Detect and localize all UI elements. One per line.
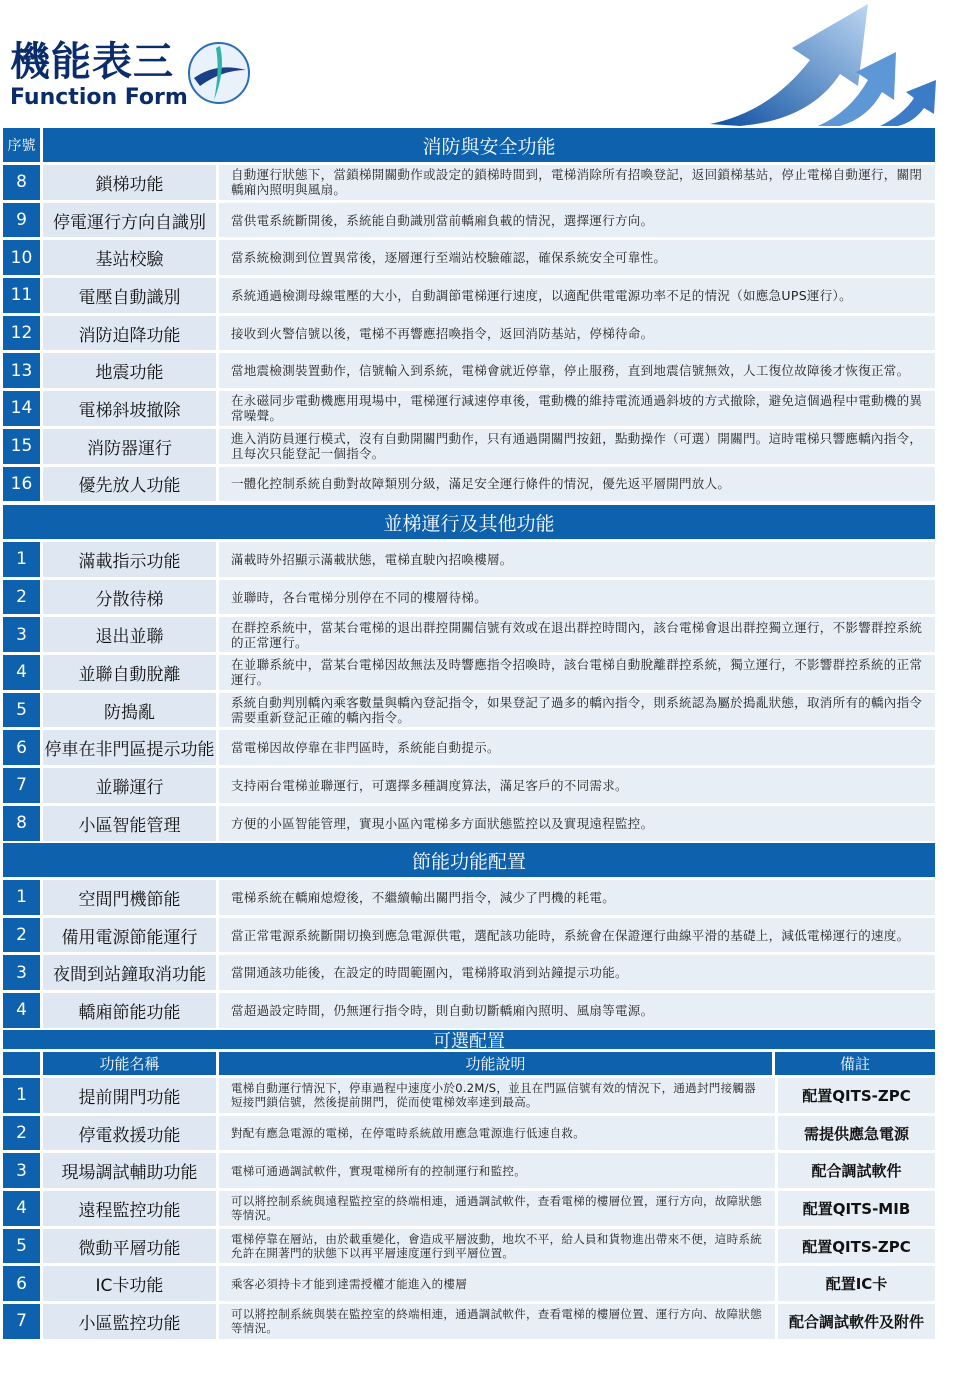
function-name: 停車在非門區提示功能 <box>43 730 219 768</box>
function-name: 並聯運行 <box>43 768 219 806</box>
function-description: 當正常電源系統斷開切換到應急電源供電，選配該功能時，系統會在保證運行曲線平滑的基礎上，減低電梯運行的速度。 <box>219 918 935 956</box>
table-row <box>3 806 935 844</box>
table-row <box>3 1266 935 1304</box>
function-name: 轎廂節能功能 <box>43 993 219 1031</box>
function-name: 微動平層功能 <box>43 1229 219 1267</box>
row-number: 4 <box>3 655 43 693</box>
function-note: 配合調試軟件及附件 <box>775 1304 935 1342</box>
row-number: 1 <box>3 880 43 918</box>
function-note: 配置QITS-ZPC <box>775 1229 935 1267</box>
table-row <box>3 693 935 731</box>
table-row <box>3 1304 935 1342</box>
table-row <box>3 240 935 278</box>
table-row <box>3 993 935 1031</box>
function-name: 電梯斜坡撤除 <box>43 391 219 429</box>
col-note-header: 備註 <box>775 1052 935 1078</box>
page-header <box>0 0 960 128</box>
fire-safety-header <box>3 128 935 165</box>
energy-saving-title: 節能功能配置 <box>3 843 935 880</box>
row-number: 3 <box>3 617 43 655</box>
table-row <box>3 918 935 956</box>
function-name: 滿載指示功能 <box>43 542 219 580</box>
function-description: 在永磁同步電動機應用現場中，電梯運行減速停車後，電動機的維持電流通過斜坡的方式撤除，避免這個過程中電動機的異常噪聲。 <box>219 391 935 429</box>
row-number: 2 <box>3 580 43 618</box>
function-name: 優先放人功能 <box>43 467 219 505</box>
row-number: 1 <box>3 542 43 580</box>
function-name: 地震功能 <box>43 353 219 391</box>
page-title: 機能表三 <box>10 39 174 85</box>
optional-config-table <box>3 1030 935 1342</box>
energy-saving-table <box>3 843 935 1031</box>
table-row <box>3 580 935 618</box>
optional-config-title: 可選配置 <box>3 1030 935 1052</box>
row-number: 1 <box>3 1078 43 1116</box>
row-number: 11 <box>3 278 43 316</box>
table-row <box>3 1078 935 1116</box>
row-number: 2 <box>3 1116 43 1154</box>
row-number: 3 <box>3 1153 43 1191</box>
function-description: 乘客必須持卡才能到達需授權才能進入的樓層 <box>219 1266 775 1304</box>
col-number-header: 序號 <box>3 128 43 165</box>
col-function-desc-header: 功能說明 <box>219 1052 775 1078</box>
function-description: 支持兩台電梯並聯運行，可選擇多種調度算法，滿足客戶的不同需求。 <box>219 768 935 806</box>
function-name: 消防迫降功能 <box>43 316 219 354</box>
table-row <box>3 542 935 580</box>
row-number: 15 <box>3 429 43 467</box>
row-number: 9 <box>3 203 43 241</box>
function-description: 接收到火警信號以後，電梯不再響應招喚指令，返回消防基站，停梯待命。 <box>219 316 935 354</box>
function-name: 防搗亂 <box>43 693 219 731</box>
function-name: 夜間到站鐘取消功能 <box>43 955 219 993</box>
rising-arrows-icon <box>700 2 958 126</box>
fire-safety-title: 消防與安全功能 <box>43 128 935 165</box>
table-row <box>3 1229 935 1267</box>
function-name: 遠程監控功能 <box>43 1191 219 1229</box>
function-description: 電梯停靠在層站，由於載重變化，會造成平層波動，地坎不平，給人員和貨物進出帶來不便，這時系統允許在開著門的狀態下以再平層速度運行到平層位置。 <box>219 1229 775 1267</box>
row-number: 4 <box>3 1191 43 1229</box>
fire-safety-table <box>3 128 935 504</box>
function-description: 在並聯系統中，當某台電梯因故無法及時響應指令招喚時，該台電梯自動脫離群控系統，獨立運行，不影響群控系統的正常運行。 <box>219 655 935 693</box>
function-description: 方便的小區智能管理，實現小區內電梯多方面狀態監控以及實現遠程監控。 <box>219 806 935 844</box>
function-note: 配置QITS-ZPC <box>775 1078 935 1116</box>
function-description: 可以將控制系統與遠程監控室的終端相連，通過調試軟件，查看電梯的樓層位置，運行方向，故障狀態等情況。 <box>219 1191 775 1229</box>
function-note: 配置IC卡 <box>775 1266 935 1304</box>
function-name: 鎖梯功能 <box>43 165 219 203</box>
table-row <box>3 353 935 391</box>
function-name: 停電運行方向自識別 <box>43 203 219 241</box>
function-description: 電梯系統在轎廂熄燈後，不繼續輸出關門指令，減少了門機的耗電。 <box>219 880 935 918</box>
table-row <box>3 655 935 693</box>
function-name: 小區監控功能 <box>43 1304 219 1342</box>
table-row <box>3 1191 935 1229</box>
function-note: 配合調試軟件 <box>775 1153 935 1191</box>
function-description: 電梯可通過調試軟件，實現電梯所有的控制運行和監控。 <box>219 1153 775 1191</box>
table-row <box>3 391 935 429</box>
function-note: 配置QITS-MIB <box>775 1191 935 1229</box>
col-number-blank <box>3 1052 43 1078</box>
table-row <box>3 1116 935 1154</box>
function-name: 退出並聯 <box>43 617 219 655</box>
function-name: 備用電源節能運行 <box>43 918 219 956</box>
function-description: 當地震檢測裝置動作，信號輸入到系統，電梯會就近停靠，停止服務，直到地震信號無效，人工復位故障後才恢復正常。 <box>219 353 935 391</box>
function-description: 自動運行狀態下，當鎖梯開關動作或設定的鎖梯時間到，電梯消除所有招喚登記，返回鎖梯基站，停止電梯自動運行，關閉轎廂內照明與風扇。 <box>219 165 935 203</box>
function-name: 現場調試輔助功能 <box>43 1153 219 1191</box>
table-row <box>3 880 935 918</box>
row-number: 5 <box>3 1229 43 1267</box>
table-row <box>3 617 935 655</box>
function-description: 進入消防員運行模式，沒有自動開關門動作，只有通過開關門按鈕，點動操作（可選）開關門。這時電梯只響應轎內指令，且每次只能登記一個指令。 <box>219 429 935 467</box>
function-description: 一體化控制系統自動對故障類別分級，滿足安全運行條件的情況，優先返平層開門放人。 <box>219 467 935 505</box>
table-row <box>3 955 935 993</box>
row-number: 2 <box>3 918 43 956</box>
function-description: 當超過設定時間，仍無運行指令時，則自動切斷轎廂內照明、風扇等電源。 <box>219 993 935 1031</box>
optional-config-column-headers <box>3 1052 935 1078</box>
function-name: 停電救援功能 <box>43 1116 219 1154</box>
row-number: 8 <box>3 806 43 844</box>
col-function-name-header: 功能名稱 <box>43 1052 219 1078</box>
function-description: 系統自動判別轎內乘客數量與轎內登記指令，如果登記了過多的轎內指令，則系統認為屬於搗亂狀態，取消所有的轎內指令需要重新登記正確的轎內指令。 <box>219 693 935 731</box>
function-description: 電梯自動運行情況下，停車過程中速度小於0.2M/S，並且在門區信號有效的情況下，通過封門接觸器短接門鎖信號，然後提前開門，從而使電梯效率達到最高。 <box>219 1078 775 1116</box>
function-name: 電壓自動識別 <box>43 278 219 316</box>
function-description: 當電梯因故停靠在非門區時，系統能自動提示。 <box>219 730 935 768</box>
table-row <box>3 278 935 316</box>
table-row <box>3 429 935 467</box>
row-number: 6 <box>3 1266 43 1304</box>
row-number: 6 <box>3 730 43 768</box>
function-name: 空間門機節能 <box>43 880 219 918</box>
table-row <box>3 203 935 241</box>
function-name: 並聯自動脫離 <box>43 655 219 693</box>
brand-logo-icon <box>186 40 252 106</box>
table-row <box>3 1153 935 1191</box>
page-subtitle: Function Form <box>10 85 188 110</box>
function-description: 滿載時外招顯示滿載狀態，電梯直駛內招喚樓層。 <box>219 542 935 580</box>
function-description: 當供電系統斷開後，系統能自動識別當前轎廂負載的情況，選擇運行方向。 <box>219 203 935 241</box>
row-number: 4 <box>3 993 43 1031</box>
function-name: 小區智能管理 <box>43 806 219 844</box>
function-description: 在群控系統中，當某台電梯的退出群控開關信號有效或在退出群控時間內，該台電梯會退出群控獨立運行，不影響群控系統的正常運行。 <box>219 617 935 655</box>
row-number: 5 <box>3 693 43 731</box>
function-name: 基站校驗 <box>43 240 219 278</box>
function-description: 當開通該功能後，在設定的時間範圍內，電梯將取消到站鐘提示功能。 <box>219 955 935 993</box>
row-number: 10 <box>3 240 43 278</box>
function-name: 消防器運行 <box>43 429 219 467</box>
function-name: 提前開門功能 <box>43 1078 219 1116</box>
function-name: 分散待梯 <box>43 580 219 618</box>
row-number: 7 <box>3 1304 43 1342</box>
function-name: IC卡功能 <box>43 1266 219 1304</box>
function-description: 對配有應急電源的電梯，在停電時系統啟用應急電源進行低速自救。 <box>219 1116 775 1154</box>
row-number: 16 <box>3 467 43 505</box>
function-description: 系統通過檢測母線電壓的大小，自動調節電梯運行速度，以適配供電電源功率不足的情況（如應急UPS運行）。 <box>219 278 935 316</box>
group-operation-title: 並梯運行及其他功能 <box>3 505 935 542</box>
table-row <box>3 730 935 768</box>
table-row <box>3 768 935 806</box>
group-operation-table <box>3 505 935 844</box>
row-number: 8 <box>3 165 43 203</box>
table-row <box>3 467 935 505</box>
row-number: 3 <box>3 955 43 993</box>
function-description: 並聯時，各台電梯分別停在不同的樓層待梯。 <box>219 580 935 618</box>
function-description: 當系統檢測到位置異常後，逐層運行至端站校驗確認，確保系統安全可靠性。 <box>219 240 935 278</box>
row-number: 7 <box>3 768 43 806</box>
table-row <box>3 316 935 354</box>
row-number: 14 <box>3 391 43 429</box>
row-number: 12 <box>3 316 43 354</box>
function-description: 可以將控制系統與裝在監控室的終端相連，通過調試軟件，查看電梯的樓層位置、運行方向、故障狀態等情況。 <box>219 1304 775 1342</box>
row-number: 13 <box>3 353 43 391</box>
table-row <box>3 165 935 203</box>
function-note: 需提供應急電源 <box>775 1116 935 1154</box>
